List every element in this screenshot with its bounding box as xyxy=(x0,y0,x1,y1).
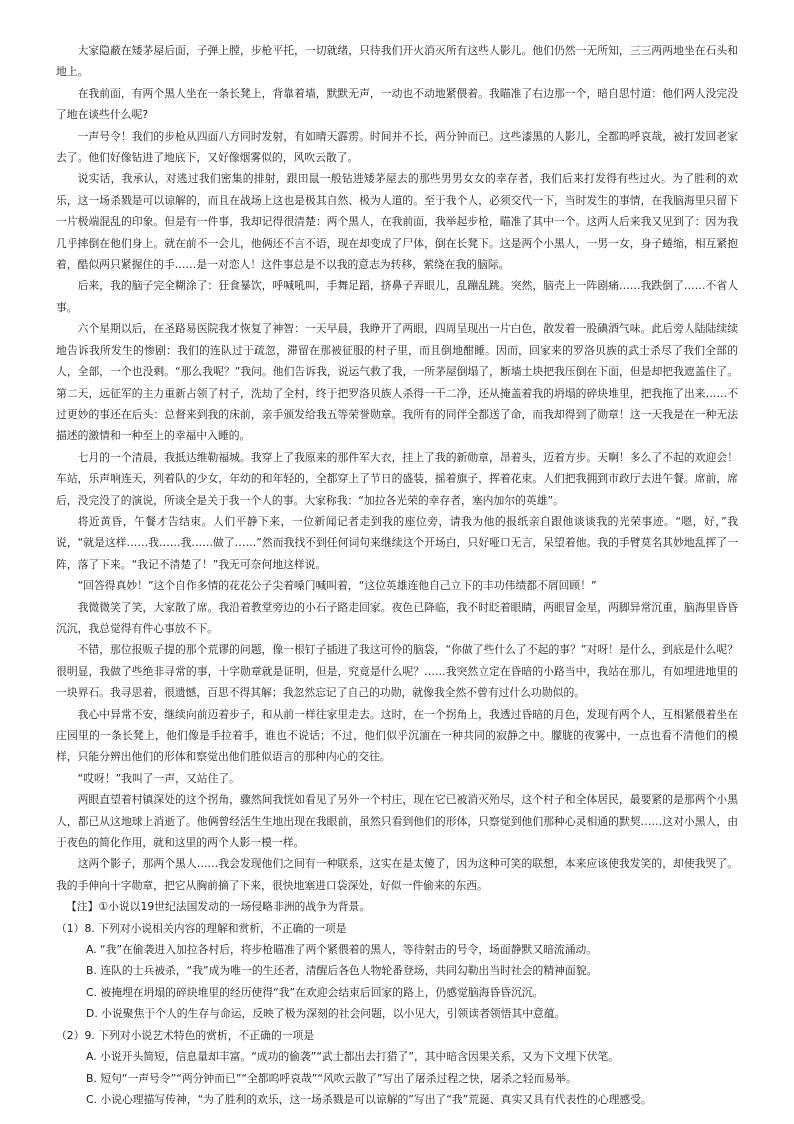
story-paragraph: 说实话，我承认，对逃过我们密集的排射，跟田鼠一般钻进矮茅屋去的那些男男女女的幸存者，我们后来打发得有些过火。为了胜利的欢乐，这一场杀戮是可以谅解的，而且在战场上这也是极其自然、极为人道的。至于我个人，必须交代一下，当时发生的事情，在我脑海里只留下一片极端混乱的印象。但是有一件事，我却记得很清楚：两个黑人，在我前面，我举起步枪，瞄准了其中一个。这两人后来我又见到了：因为我几乎摔倒在他们身上。就在前不一会儿，他俩还不言不语，现在却变成了尸体，倒在长凳下。这是两个小黑人，一男一女，身子蜷缩，相互紧抱着，酷似两只紧握住的手……是一对恋人！这件事总是不以我的意志为转移，萦绕在我的脑际。 xyxy=(56,172,738,272)
story-paragraph: 不错，那位报贩子提的那个荒谬的问题，像一根钉子插进了我这可怜的脑袋，“你做了些什么了不起的事？”对呀！是什么，到底是什么呢？很明显，我做了些绝非寻常的事，十字勋章就是证明，但是，究竟是什么呢？……我突然立定在昏暗的小路当中，我站在那儿，有如埋进地里的一块界石。我寻思着，很遗憾，百思不得其解；我忽然忘记了自己的功勋，就像我全然不曾有过什么功勋似的。 xyxy=(56,643,738,700)
story-paragraph: 我心中异常不安，继续向前迈着步子，和从前一样往家里走去。这时，在一个拐角上，我透过昏暗的月色，发现有两个人，互相紧偎着坐在庄园里的一条长凳上，他们像是手拉着手，谁也不说话；不过，他们似乎沉湎在一种共同的寂静之中。朦胧的夜雾中，一点也看不清他们的模样，只能分辨出他们的形体和察觉出他们胜似语言的那种内心的交往。 xyxy=(56,707,738,764)
q1-option-a: A. “我”在偷袭进入加拉各村后，将步枪瞄准了两个紧偎着的黑人，等待射击的号令，场面静默又暗流涌动。 xyxy=(86,943,598,957)
story-text xyxy=(56,40,738,896)
question-1 xyxy=(56,918,738,1025)
story-paragraph: 后来，我的脑子完全糊涂了：狂食暴饮，呼喊吼叫，手舞足蹈，挤鼻子弄眼儿，乱蹦乱跳。突然，脑壳上一阵剧痛……我跌倒了……不省人事。 xyxy=(56,279,738,314)
question-2 xyxy=(56,1025,738,1111)
story-paragraph: 大家隐蔽在矮茅屋后面，子弹上膛，步枪平托，一切就绪，只待我们开火消灭所有这些人影儿。他们仍然一无所知，三三两两地坐在石头和地上。 xyxy=(56,44,738,79)
q1-option-c: C. 被掩埋在坍塌的碎块堆里的经历使得“我”在欢迎会结束后回家的路上，仍感觉脑海昏昏沉沉。 xyxy=(86,985,544,999)
footnote: 【注】①小说以19世纪法国发动的一场侵略非洲的战争为背景。 xyxy=(66,900,371,914)
story-paragraph: 一声号令！我们的步枪从四面八方同时发射，有如晴天霹雳。时间并不长，两分钟而已。这些漆黑的人影儿，全都呜呼哀哉，被打发回老家去了。他们好像钻进了地底下，又好像烟雾似的，风吹云散了。 xyxy=(56,129,738,165)
q1-option-d: D. 小说聚焦于个人的生存与命运，反映了极为深刻的社会问题，以小见大，引领读者领悟其中意蕴。 xyxy=(86,1007,566,1021)
story-paragraph: “回答得真妙！”这个自作多情的花花公子尖着嗓门喊叫着，“这位英雄连他自己立下的丰功伟绩都不屑回顾！” xyxy=(77,579,597,593)
story-paragraph: 六个星期以后，在圣路易医院我才恢复了神智：一天早晨，我睁开了两眼，四周呈现出一片白色，散发着一股碘酒气味。此后旁人陆陆续续地告诉我所发生的惨剧：我们的连队过于疏忽，滞留在那被征服的村子里，而且倒地酣睡。因而，回家来的罗洛贝族的武士杀尽了我们全部的人，全部，一个也没剩。“那么我呢？”我问。他们告诉我，说运气救了我，一所茅屋倒塌了，断墙土块把我压倒在下面，但是却把我遮盖住了。第二天，远征军的主力重新占领了村子，洗劫了全村，终于把罗洛贝族人杀得一干二净，还从掩盖着我的坍塌的碎块堆里，把我拖了出来……不过更妙的事还在后头：总督来到我的床前，亲手颁发给我五等荣誉勋章。我所有的同伴全都送了命，而我却得到了勋章！这一天我是在一种无法描述的激情和一种至上的幸福中入睡的。 xyxy=(56,322,738,443)
story-paragraph: 我微微笑了笑，大家散了席。我沿着教堂旁边的小石子路走回家。夜色已降临，我不时眨着眼睛，两眼冒金星，两脚异常沉重，脑海里昏昏沉沉，我总觉得有件心事放不下。 xyxy=(56,600,738,635)
story-paragraph: 七月的一个清晨，我抵达维勒福城。我穿上了我原来的那件军大衣，挂上了我的新勋章，昂着头，迈着方步。天啊！多么了不起的欢迎会！车站，乐声响连天，列着队的少女，年幼的和年轻的，全都穿上了节日的盛装，摇着旗子，挥着花束。人们把我拥到市政厅去进午餐。席前，席后，没完没了的演说，所谈全是关于我一个人的事。大家称我：“加拉各光荣的幸存者，塞内加尔的英雄”。 xyxy=(56,450,738,507)
story-paragraph: 将近黄昏，午餐才告结束。人们平静下来，一位新闻记者走到我的座位旁，请我为他的报纸亲自跟他谈谈我的光荣事迹。“嗯，好，”我说，“就是这样……我……我……做了……”然而我找不到任何词句来继续这个开场白，只好哑口无言，呆望着他。我的手臂莫名其妙地乱挥了一阵，落了下来。“我记不清楚了！”我无可奈何地这样说。 xyxy=(56,514,738,571)
story-paragraph: “哎呀！”我叫了一声，又站住了。 xyxy=(77,771,240,785)
story-paragraph: 两眼直望着村镇深处的这个拐角，骤然间我恍如看见了另外一个村庄，现在它已被消灭殆尽，这个村子和全体居民，最要紧的是那两个小黑人，都已从这地球上消逝了。他俩曾经活生生地出现在我眼前，虽然只看到他们的形体，只察觉到他们那种心灵相通的默契……这对小黑人，由于夜色的简化作用，就和这里的两个人影一模一样。 xyxy=(56,793,738,850)
story-paragraph: 这两个影子，那两个黑人……我会发现他们之间有一种联系，这实在是太傻了，因为这种可笑的联想，本来应该使我发笑的，却使我哭了。我的手伸向十字勋章，把它从胸前摘了下来，很快地塞进口袋深处，好似一件偷来的东西。 xyxy=(56,857,738,892)
story-paragraph: 在我前面，有两个黑人坐在一条长凳上，背靠着墙，默默无声，一动也不动地紧偎着。我瞄准了右边那一个，暗自思忖道：他们两人没完没了地在谈些什么呢? xyxy=(56,86,738,122)
q1-option-b: B. 连队的士兵被杀，“我”成为唯一的生还者，清醒后各色人物轮番登场，共同勾勒出当时社会的精神面貌。 xyxy=(86,964,598,978)
q2-option-c: C. 小说心理描写传神，“为了胜利的欢乐，这一场杀戮是可以谅解的”写出了“我”荒诞、真实又具有代表性的心理感受。 xyxy=(86,1092,652,1106)
q2-option-a: A. 小说开头简短，信息量却丰富。“成功的偷袭”“武士都出去打猎了”，其中暗含因果关系，又为下文埋下伏笔。 xyxy=(86,1050,620,1064)
q2-option-b: B. 短句“一声号令”“两分钟而已”“全都呜呼哀哉”“风吹云散了”写出了屠杀过程之快，屠杀之轻而易举。 xyxy=(86,1071,577,1085)
question-2-stem: （2）9. 下列对小说艺术特色的赏析，不正确的一项是 xyxy=(56,1028,315,1042)
question-1-stem: （1）8. 下列对小说相关内容的理解和赏析，不正确的一项是 xyxy=(56,921,347,935)
